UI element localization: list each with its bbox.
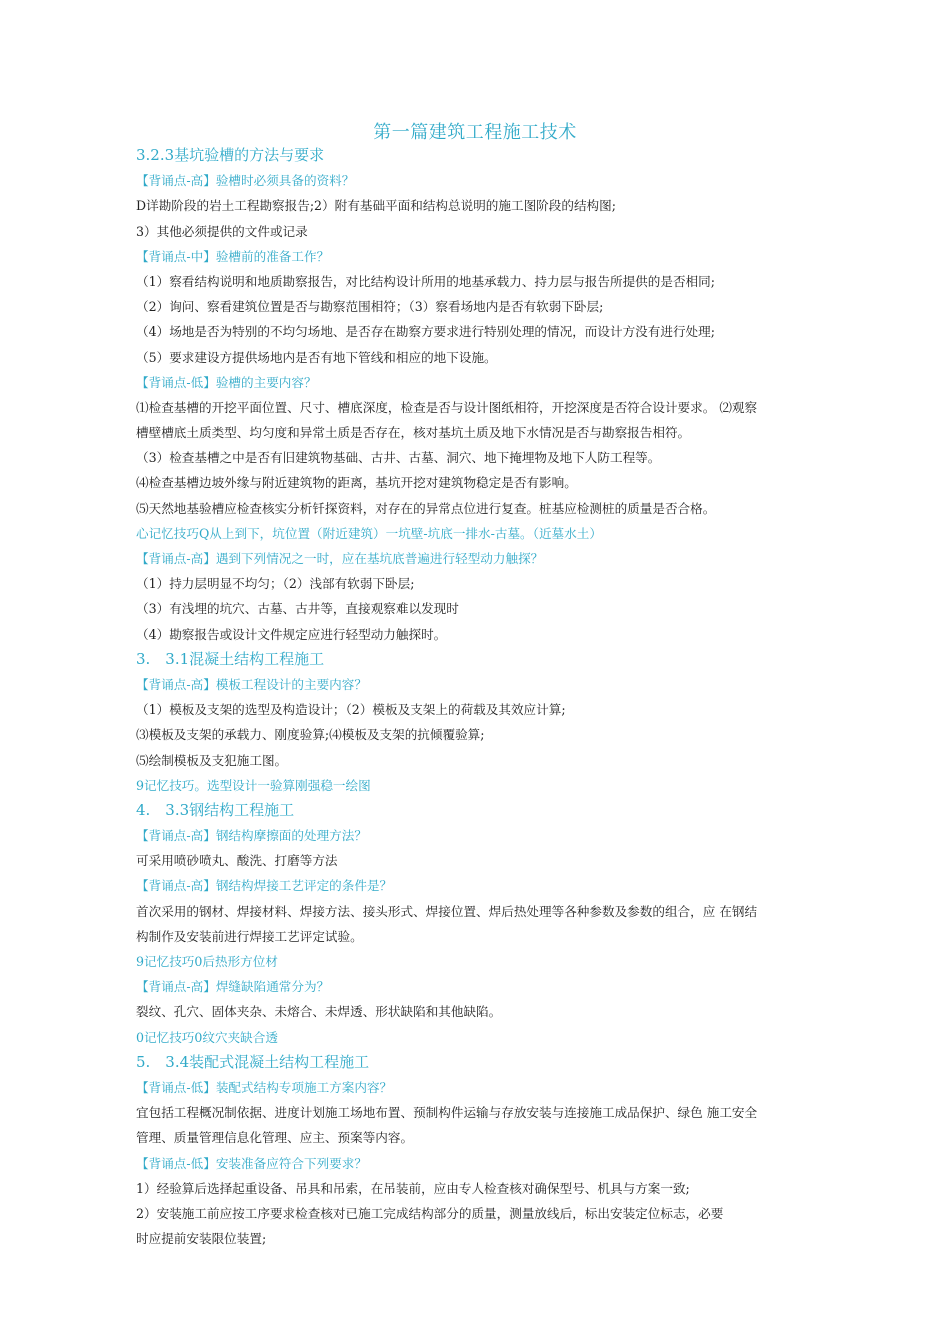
section-heading: 3.2.3基坑验槽的方法与要求 (136, 146, 325, 164)
body-text-line: 首次采用的钢材、焊接材料、焊接方法、接头形式、焊接位置、焊后热处理等各种参数及参数的组合，应 在钢结 (136, 903, 758, 919)
memory-tip: 9记忆技巧。选型设计一验算刚强稳一绘图 (136, 777, 371, 793)
body-text-line: （2）询问、察看建筑位置是否与勘察范围相符；（3）察看场地内是否有软弱下卧层; (136, 299, 604, 315)
memory-tip: 心记忆技巧Q从上到下，坑位置（附近建筑）一坑壁-坑底一排水-古墓。（近墓水土） (136, 525, 602, 541)
body-text-line: （1）模板及支架的选型及构造设计；（2）模板及支架上的荷载及其效应计算; (136, 702, 566, 718)
body-text-line: 槽壁槽底土质类型、均匀度和异常土质是否存在，核对基坑土质及地下水情况是否与勘察报告相符。 (136, 425, 691, 441)
body-text-line: （1）持力层明显不均匀；（2）浅部有软弱下卧层; (136, 576, 415, 592)
body-text-line: （3）检查基槽之中是否有旧建筑物基础、古井、古墓、洞穴、地下掩埋物及地下人防工程等。 (136, 450, 661, 466)
body-text-line: 构制作及安装前进行焊接工艺评定试验。 (136, 928, 363, 944)
document-body (136, 143, 826, 1251)
body-text-line: ⑴检查基槽的开挖平面位置、尺寸、槽底深度，检查是否与设计图纸相符，开挖深度是否符合设计要求。 ⑵观察 (136, 399, 758, 415)
body-text-line: 宜包括工程概况制依据、进度计划施工场地布置、预制构件运输与存放安装与连接施工成品保护、绿色 施工安全 (136, 1105, 758, 1121)
key-point-question: 【背诵点-高】模板工程设计的主要内容？ (136, 676, 367, 692)
section-heading: 4. 3.3钢结构工程施工 (136, 800, 295, 819)
body-text-line: （4）场地是否为特别的不均匀场地、是否存在勘察方要求进行特别处理的情况，而设计方没有进行处理; (136, 324, 715, 340)
body-text-line: ⑸天然地基验槽应检查核实分析钎探资料，对存在的异常点位进行复查。桩基应检测桩的质量是否合格。 (136, 500, 716, 516)
key-point-question: 【背诵点-高】焊缝缺陷通常分为？ (136, 979, 330, 995)
body-text-line: 3）其他必须提供的文件或记录 (136, 223, 308, 239)
body-text-line: ⑸绘制模板及支犯施工图。 (136, 752, 288, 768)
body-text-line: D详勘阶段的岩土工程勘察报告;2）附有基础平面和结构总说明的施工图阶段的结构图; (136, 198, 616, 214)
body-text-line: ⑷检查基槽边坡外缘与附近建筑物的距离，基坑开挖对建筑物稳定是否有影响。 (136, 475, 577, 491)
body-text-line: ⑶模板及支架的承载力、刚度验算;⑷模板及支架的抗倾覆验算; (136, 727, 485, 743)
section-heading: 3. 3.1混凝土结构工程施工 (136, 649, 325, 668)
key-point-question: 【背诵点-低】安装准备应符合下列要求？ (136, 1155, 367, 1171)
body-text-line: （4）勘察报告或设计文件规定应进行轻型动力触探时。 (136, 626, 447, 642)
key-point-question: 【背诵点-低】装配式结构专项施工方案内容？ (136, 1079, 393, 1095)
key-point-question: 【背诵点-高】验槽时必须具备的资料？ (136, 173, 355, 189)
key-point-question: 【背诵点-高】遇到下列情况之一时，应在基坑底普遍进行轻型动力触探？ (136, 551, 544, 566)
body-text-line: 可采用喷砂喷丸、酸洗、打磨等方法 (136, 853, 338, 869)
key-point-question: 【背诵点-低】验槽的主要内容？ (136, 374, 317, 390)
memory-tip: 9记忆技巧0后热形方位材 (136, 954, 278, 969)
key-point-question: 【背诵点-高】钢结构摩擦面的处理方法？ (136, 828, 367, 844)
key-point-question: 【背诵点-中】验槽前的准备工作？ (136, 248, 330, 264)
body-text-line: （1）察看结构说明和地质勘察报告，对比结构设计所用的地基承载力、持力层与报告所提供的是否相同; (136, 273, 715, 289)
section-heading: 5. 3.4装配式混凝土结构工程施工 (136, 1052, 370, 1071)
body-text-line: 管理、质量管理信息化管理、应主、预案等内容。 (136, 1130, 414, 1146)
body-text-line: （3）有浅埋的坑穴、古墓、古井等，直接观察难以发现时 (136, 601, 459, 617)
document-title: 第一篇建筑工程施工技术 (373, 122, 577, 143)
body-text-line: 时应提前安装限位装置; (136, 1231, 267, 1247)
memory-tip: 0记忆技巧0纹穴夹缺合透 (136, 1029, 278, 1045)
key-point-question: 【背诵点-高】钢结构焊接工艺评定的条件是？ (136, 878, 393, 894)
body-text-line: 2）安装施工前应按工序要求检查核对已施工完成结构部分的质量，测量放线后，标出安装定位标志，必要 (136, 1205, 724, 1221)
body-text-line: 1）经验算后选择起重设备、吊具和吊索，在吊装前，应由专人检查核对确保型号、机具与方案一致; (136, 1180, 690, 1196)
body-text-line: 裂纹、孔穴、固体夹杂、未熔合、未焊透、形状缺陷和其他缺陷。 (136, 1004, 502, 1020)
body-text-line: （5）要求建设方提供场地内是否有地下管线和相应的地下设施。 (136, 349, 497, 365)
